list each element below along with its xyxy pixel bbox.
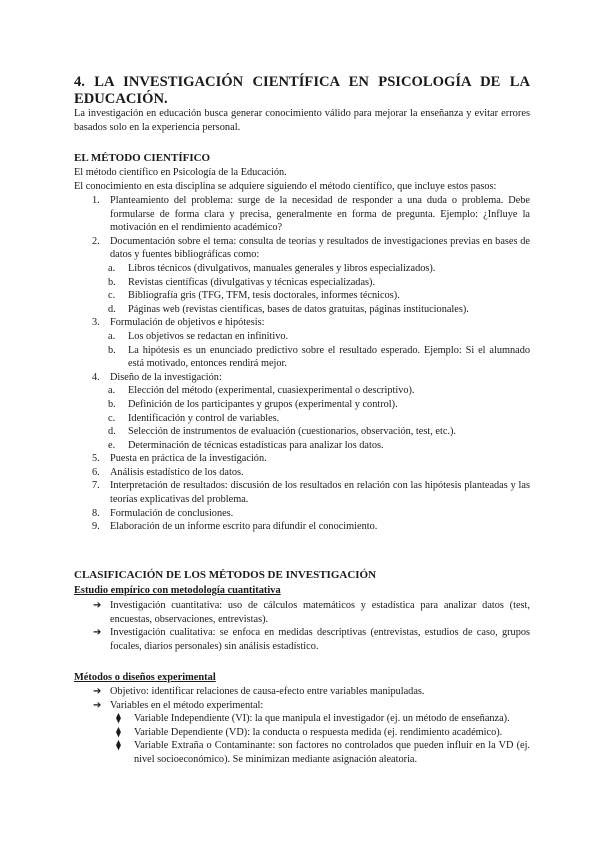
substep-item	[74, 439, 530, 453]
step-item	[74, 479, 530, 506]
step-text: Diseño de la investigación:	[110, 371, 222, 383]
step-item	[74, 520, 530, 534]
diamond-bullet-icon: ⧫	[116, 713, 121, 725]
variables-list	[74, 712, 530, 766]
step-item	[74, 507, 530, 521]
step-number: 1.	[92, 195, 100, 206]
step-text: Documentación sobre el tema: consulta de teorías y resultados de investigaciones previas en bases de datos y fuentes bibliográficas como:	[110, 235, 530, 261]
substep-item	[74, 384, 530, 398]
substep-text: Revistas científicas (divulgativas y técnicas especializadas).	[128, 276, 376, 288]
substep-item	[74, 425, 530, 439]
step-item	[74, 371, 530, 453]
item-text: Variables en el método experimental:	[110, 699, 264, 711]
substep-letter: a.	[108, 330, 116, 342]
step-number: 7.	[92, 480, 100, 492]
intro-paragraph: La investigación en educación busca generar conocimiento válido para mejorar la enseñanza y evitar errores basados solo en la experiencia personal.	[74, 108, 530, 133]
step-number: 5.	[92, 453, 100, 465]
step-text: Puesta en práctica de la investigación.	[110, 453, 267, 465]
step-text: Formulación de objetivos e hipótesis:	[110, 317, 265, 329]
substep-text: Los objetivos se redactan en infinitivo.	[128, 330, 289, 342]
section-heading-metodo: EL MÉTODO CIENTÍFICO	[74, 152, 211, 164]
subheading-experimental: Métodos o diseños experimental	[74, 672, 216, 683]
variable-text: Variable Dependiente (VD): la conducta o respuesta medida (ej. rendimiento académico).	[134, 726, 503, 738]
substep-letter: c.	[108, 412, 116, 424]
substep-text: Determinación de técnicas estadísticas para analizar los datos.	[128, 439, 384, 451]
arrow-icon: ➔	[93, 686, 102, 697]
step-text: Planteamiento del problema: surge de la necesidad de responder a una duda o problema. Debe formularse de forma clara y precisa, generalmente en forma de pregunta. Ejemplo: ¿Influye la motivación en el rendimiento académico?	[110, 195, 530, 234]
item-text: Investigación cuantitativa: uso de cálculos matemáticos y estadística para analizar datos (test, encuestas, observaciones, entrevistas).	[110, 600, 530, 625]
substep-letter: c.	[108, 290, 116, 302]
step-item	[74, 194, 530, 235]
substep-item	[74, 412, 530, 426]
metodo-line-1: El método científico en Psicología de la Educación.	[74, 167, 287, 178]
substep-letter: d.	[108, 303, 116, 315]
section-heading-clasificacion: CLASIFICACIÓN DE LOS MÉTODOS DE INVESTIGACIÓN	[74, 569, 377, 581]
step-item	[74, 235, 530, 317]
substep-text: Páginas web (revistas científicas, bases de datos gratuitas, páginas institucionales).	[128, 303, 469, 315]
clasificacion-list	[74, 599, 530, 653]
step-number: 2.	[92, 235, 100, 247]
variable-item	[74, 726, 530, 740]
subheading-cuantitativa: Estudio empírico con metodología cuantitativa	[74, 585, 281, 596]
variable-text: Variable Independiente (VI): la que manipula el investigador (ej. un método de enseñanza).	[134, 713, 510, 725]
substep-letter: a.	[108, 385, 116, 397]
diamond-bullet-icon: ⧫	[116, 726, 121, 738]
step-text: Interpretación de resultados: discusión de los resultados en relación con las hipótesis planteadas y las teorías explicativas del problema.	[110, 480, 530, 506]
substep-list	[74, 262, 530, 316]
step-item	[74, 452, 530, 466]
step-text: Análisis estadístico de los datos.	[110, 466, 244, 478]
variable-item	[74, 712, 530, 726]
substep-list	[74, 330, 530, 371]
method-steps-list	[74, 194, 530, 534]
substep-letter: a.	[108, 262, 116, 274]
substep-item	[74, 289, 530, 303]
substep-letter: d.	[108, 426, 116, 438]
substep-letter: e.	[108, 439, 116, 451]
substep-letter: b.	[108, 276, 116, 288]
step-number: 3.	[92, 317, 100, 329]
metodo-line-2: El conocimiento en esta disciplina se adquiere siguiendo el método científico, que incluye estos pasos:	[74, 181, 497, 192]
substep-item	[74, 344, 530, 371]
substep-item	[74, 303, 530, 317]
substep-text: Elección del método (experimental, cuasiexperimental o descriptivo).	[128, 385, 415, 397]
step-text: Elaboración de un informe escrito para difundir el conocimiento.	[110, 521, 378, 533]
substep-text: Bibliografía gris (TFG, TFM, tesis doctorales, informes técnicos).	[128, 290, 400, 302]
substep-item	[74, 262, 530, 276]
substep-item	[74, 330, 530, 344]
list-item	[74, 626, 530, 653]
step-item	[74, 466, 530, 480]
substep-item	[74, 276, 530, 290]
substep-list	[74, 384, 530, 452]
substep-text: Selección de instrumentos de evaluación (cuestionarios, observación, test, etc.).	[128, 426, 456, 438]
step-text: Formulación de conclusiones.	[110, 507, 234, 519]
experimental-list	[74, 685, 530, 767]
substep-letter: b.	[108, 344, 116, 356]
item-text: Objetivo: identificar relaciones de causa-efecto entre variables manipuladas.	[110, 686, 425, 697]
arrow-icon: ➔	[93, 600, 102, 611]
variable-item	[74, 739, 530, 766]
diamond-bullet-icon: ⧫	[116, 740, 121, 752]
step-number: 6.	[92, 466, 100, 478]
page-title: 4. LA INVESTIGACIÓN CIENTÍFICA EN PSICOLOGÍA DE LA EDUCACIÓN.	[74, 74, 530, 107]
list-item	[74, 599, 530, 626]
step-number: 8.	[92, 507, 100, 519]
arrow-icon: ➔	[93, 627, 102, 639]
step-number: 4.	[92, 371, 100, 383]
substep-letter: b.	[108, 398, 116, 410]
list-item	[74, 699, 530, 767]
variable-text: Variable Extraña o Contaminante: son factores no controlados que pueden influir en la VD (ej. nivel socioeconómico). Se minimizan mediante asignación aleatoria.	[134, 740, 530, 765]
step-number: 9.	[92, 521, 100, 533]
step-item	[74, 316, 530, 370]
substep-text: Definición de los participantes y grupos (experimental y control).	[128, 398, 398, 410]
list-item	[74, 685, 530, 699]
substep-text: La hipótesis es un enunciado predictivo sobre el resultado esperado. Ejemplo: Si el alumnado está motivado, entonces rendirá mejor.	[128, 344, 530, 370]
substep-text: Identificación y control de variables.	[128, 412, 280, 424]
arrow-icon: ➔	[93, 699, 102, 711]
substep-text: Libros técnicos (divulgativos, manuales generales y libros especializados).	[128, 262, 436, 274]
substep-item	[74, 398, 530, 412]
item-text: Investigación cualitativa: se enfoca en medidas descriptivas (entrevistas, estudios de caso, grupos focales, diarios personales) sin análisis estadístico.	[110, 627, 530, 652]
